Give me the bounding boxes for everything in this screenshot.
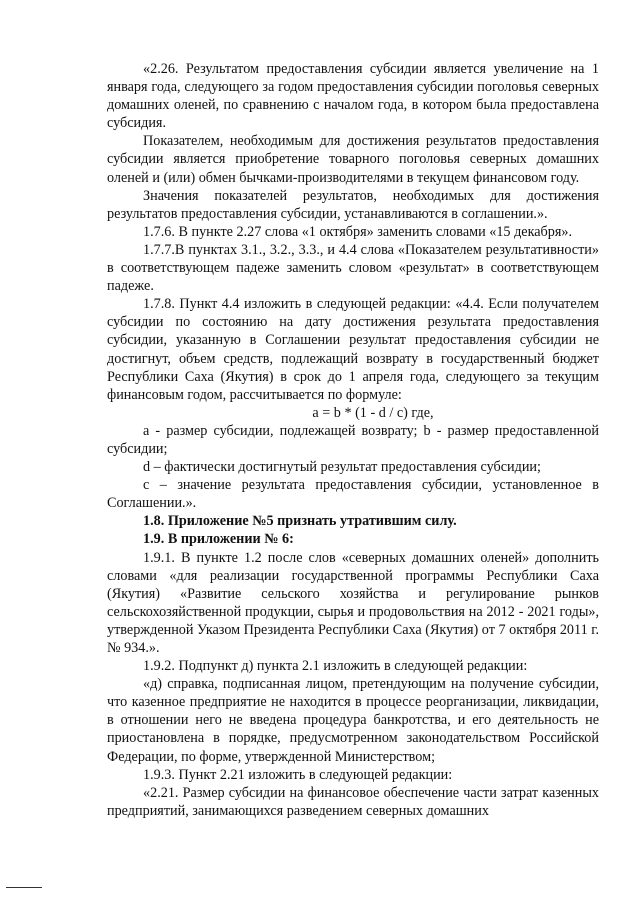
- paragraph-1-7-7: 1.7.7.В пунктах 3.1., 3.2., 3.3., и 4.4 слова «Показателем результативности» в соответствующем падеже заменить словом «результат» в соответствующем падеже.: [107, 241, 599, 295]
- heading-1-8: 1.8. Приложение №5 признать утратившим силу.: [143, 513, 457, 530]
- formula-def-d: d – фактически достигнутый результат предоставления субсидии;: [143, 459, 541, 476]
- paragraph-1-9-1: 1.9.1. В пункте 1.2 после слов «северных домашних оленей» дополнить словами «для реализации государственной программы Республики Саха (Якутия) «Развитие сельского хозяйства и регулирование рынков сельскохозяйственной продукции, сырья и продовольствия на 2012 - 2021 годы», утвержденной Указом Президента Республики Саха (Якутия) от 7 октября 2011 г. № 934.».: [107, 549, 599, 656]
- paragraph-1-7-8: 1.7.8. Пункт 4.4 изложить в следующей редакции: «4.4. Если получателем субсидии по состоянию на дату достижения результата предоставления субсидии, указанную в Соглашении результат предоставления субсидии не достигнут, объем средств, подлежащий возврату в государственный бюджет Республики Саха (Якутия) в срок до 1 апреля года, следующего за текущим финансовым годом, рассчитывается по формуле:: [107, 296, 599, 403]
- paragraph-1-7-6: 1.7.6. В пункте 2.27 слова «1 октября» заменить словами «15 декабря».: [143, 223, 573, 240]
- formula-def-c: c – значение результата предоставления субсидии, установленное в Соглашении.».: [107, 477, 599, 512]
- paragraph-2-26: «2.26. Результатом предоставления субсидии является увеличение на 1 января года, следующего за годом предоставления субсидии поголовья северных домашних оленей, по сравнению с началом года, в котором была предоставлена субсидия.: [107, 61, 599, 132]
- paragraph-indicator: Показателем, необходимым для достижения результатов предоставления субсидии является приобретение товарного поголовья северных домашних оленей и (или) обмен бычками-производителями в текущем финансовом году.: [107, 133, 599, 186]
- paragraph-subitem-d: «д) справка, подписанная лицом, претендующим на получение субсидии, что казенное предприятие не находится в процессе реорганизации, ликвидации, в отношении него не введена процедура банкротства, и его деятельность не приостановлена в порядке, предусмотренном законодательством Российской Федерации, по форме, утвержденной Министерством;: [107, 676, 599, 765]
- formula: a = b * (1 - d / c) где,: [312, 404, 434, 421]
- paragraph-indicator-values: Значения показателей результатов, необходимых для достижения результатов предоставления субсидии, устанавливаются в соглашении.».: [107, 187, 599, 222]
- footnote-rule: [6, 887, 42, 888]
- paragraph-1-9-2: 1.9.2. Подпункт д) пункта 2.1 изложить в следующей редакции:: [143, 658, 528, 675]
- paragraph-2-21: «2.21. Размер субсидии на финансовое обеспечение части затрат казенных предприятий, занимающихся разведением северных домашних: [107, 784, 599, 819]
- heading-1-9: 1.9. В приложении № 6:: [143, 531, 294, 548]
- document-body: [107, 60, 599, 820]
- formula-def-a-b: a - размер субсидии, подлежащей возврату; b - размер предоставленной субсидии;: [107, 422, 599, 457]
- paragraph-1-9-3: 1.9.3. Пункт 2.21 изложить в следующей редакции:: [143, 766, 453, 783]
